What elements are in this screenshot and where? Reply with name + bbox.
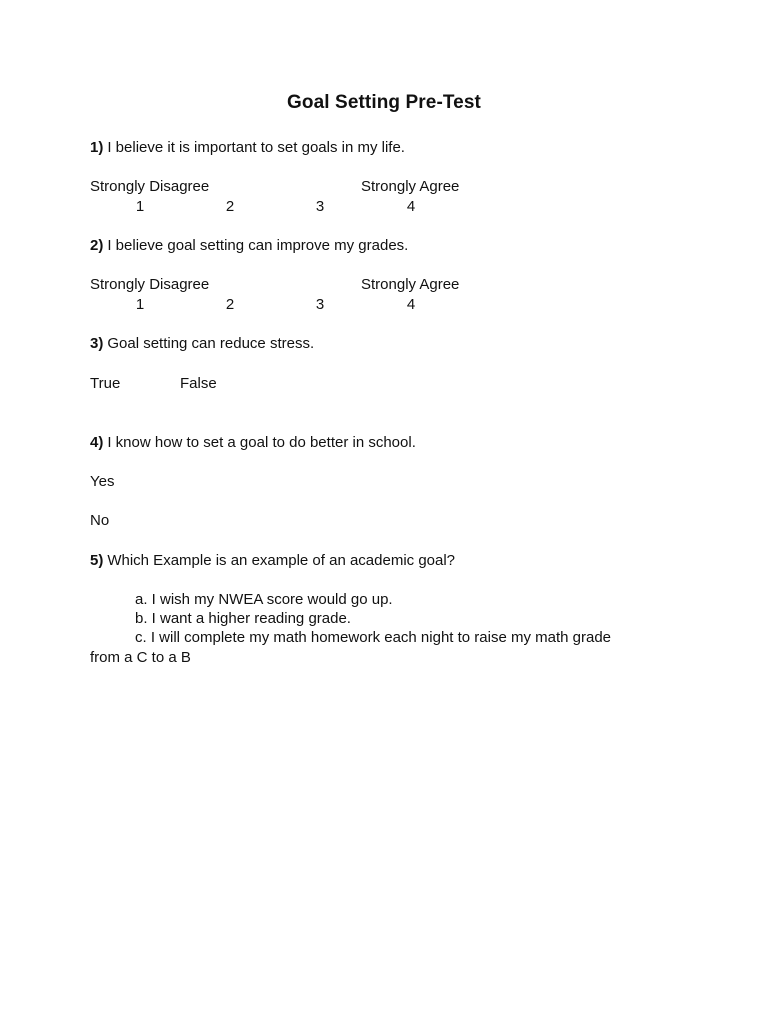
question-5-option-a[interactable]: a. I wish my NWEA score would go up. — [135, 591, 393, 608]
question-4 — [90, 434, 416, 452]
question-3-option-true[interactable]: True — [90, 375, 121, 392]
question-4-option-no[interactable]: No — [90, 512, 110, 529]
question-2 — [90, 237, 408, 255]
question-1-scale-value-1[interactable]: 1 — [135, 198, 145, 215]
question-2-scale-left-label: Strongly Disagree — [90, 276, 210, 293]
question-3 — [90, 335, 314, 353]
question-1-scale-value-2[interactable]: 2 — [225, 198, 235, 215]
question-2-scale-value-4[interactable]: 4 — [406, 296, 416, 313]
question-1-text: I believe it is important to set goals in my life. — [107, 139, 405, 156]
question-1-scale-right-label: Strongly Agree — [361, 178, 460, 195]
question-3-text: Goal setting can reduce stress. — [107, 335, 315, 352]
question-4-option-yes[interactable]: Yes — [90, 473, 115, 490]
question-5-text: Which Example is an example of an academic goal? — [107, 552, 456, 569]
question-2-text: I believe goal setting can improve my grades. — [107, 237, 409, 254]
page-title: Goal Setting Pre-Test — [287, 92, 481, 113]
question-1 — [90, 139, 405, 157]
question-1-number: 1) — [90, 139, 104, 156]
question-3-number: 3) — [90, 335, 104, 352]
question-4-text: I know how to set a goal to do better in school. — [107, 434, 416, 451]
question-3-option-false[interactable]: False — [180, 375, 217, 392]
question-2-scale-value-2[interactable]: 2 — [225, 296, 235, 313]
question-5-option-b[interactable]: b. I want a higher reading grade. — [135, 610, 351, 627]
question-1-scale-value-4[interactable]: 4 — [406, 198, 416, 215]
question-1-scale-left-label: Strongly Disagree — [90, 178, 210, 195]
question-2-number: 2) — [90, 237, 104, 254]
question-5-option-c-continuation: from a C to a B — [90, 649, 191, 666]
question-5-option-c[interactable]: c. I will complete my math homework each night to raise my math grade — [135, 629, 612, 646]
question-5-number: 5) — [90, 552, 104, 569]
question-2-scale-value-1[interactable]: 1 — [135, 296, 145, 313]
question-2-scale-right-label: Strongly Agree — [361, 276, 460, 293]
question-1-scale-value-3[interactable]: 3 — [315, 198, 325, 215]
question-4-number: 4) — [90, 434, 104, 451]
question-2-scale-value-3[interactable]: 3 — [315, 296, 325, 313]
question-5 — [90, 552, 455, 570]
